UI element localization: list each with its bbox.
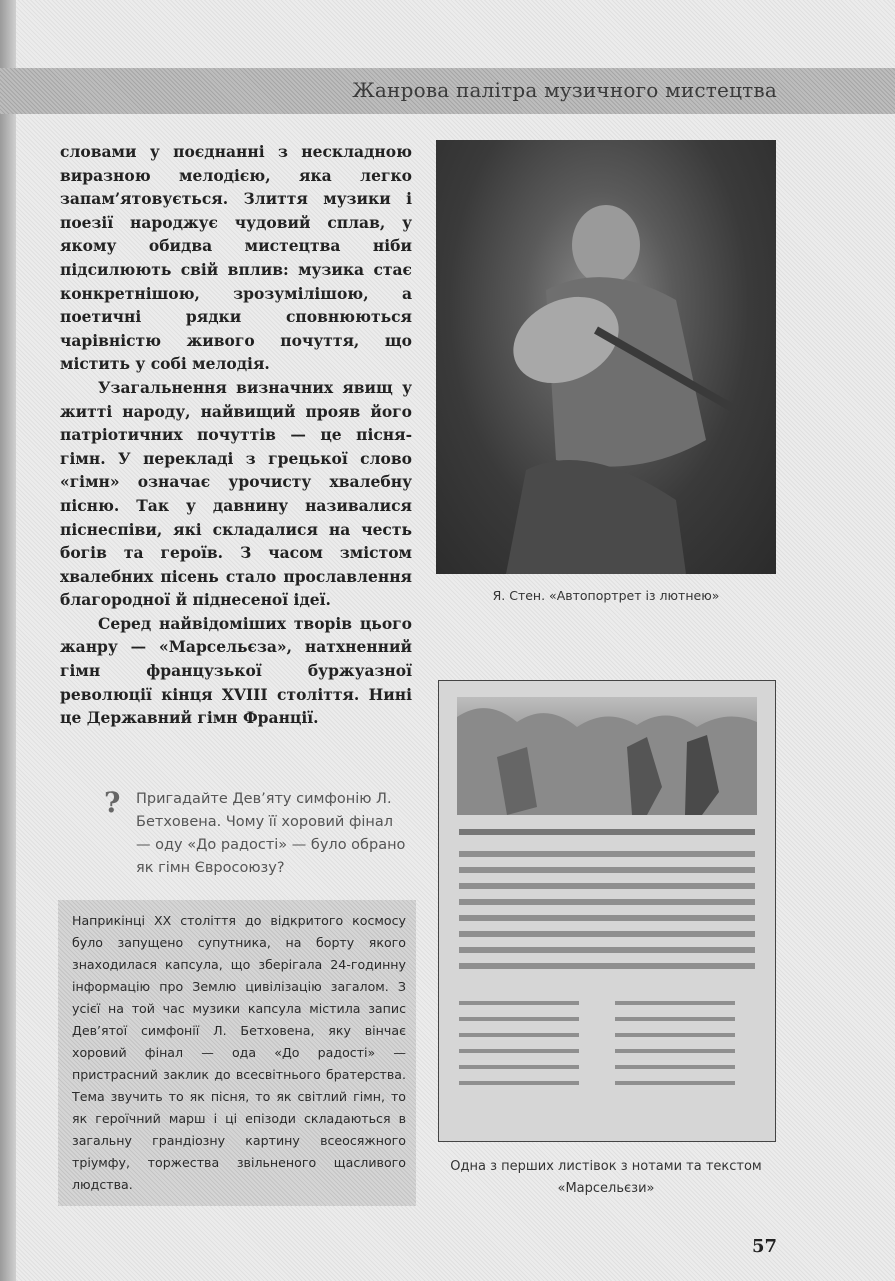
leaflet-caption: Одна з перших листівок з нотами та текстом «Марсельєзи» xyxy=(450,1159,762,1196)
leaflet-verse-line xyxy=(615,1033,735,1037)
leaflet-music-line xyxy=(459,947,755,953)
info-box-text: Наприкінці XX століття до відкритого космосу було запущено супутника, на борту якого знаходилася капсула, що зберігала 24-годинну інформацію про Землю цивілізацію загалом. З усієї на той час музики капсула містила запис Дев’ятої симфонії Л. Бетховена, яку вінчає хоровий фінал — ода «До радості» — пристрасний заклик до всесвітнього братерства. Тема звучить то як пісня, то як світлий гімн, то як героїчний марш і ці епізоди складаються в загальну грандіозну картину всеосяжного тріумфу, торжества звільненого щасливого людства. xyxy=(72,913,406,1192)
page-number: 57 xyxy=(751,1236,777,1257)
leaflet-verse-line xyxy=(459,1081,579,1085)
leaflet-verse-line xyxy=(615,1017,735,1021)
page-spine-shadow xyxy=(0,0,16,1281)
paragraph-1: словами у поєднанні з нескладною виразною мелодією, яка легко запам’ятовується. Злиття музики і поезії народжує чудовий сплав, у якому обидва мистецтва ніби підсилюють свій вплив: музика стає конкретнішою, зрозумілішою, а поетичні рядки сповнюються чарівністю живого почуття, що містить у собі мелодія. xyxy=(60,142,412,374)
leaflet-verse-line xyxy=(459,1017,579,1021)
leaflet-music-line xyxy=(459,851,755,857)
leaflet-verse-line xyxy=(459,1065,579,1069)
main-text xyxy=(60,140,412,730)
portrait-photo xyxy=(436,140,776,574)
leaflet-verse-line xyxy=(615,1081,735,1085)
leaflet-music-line xyxy=(459,867,755,873)
leaflet-music-line xyxy=(459,915,755,921)
section-title: Жанрова палітра музичного мистецтва xyxy=(352,78,777,102)
leaflet-title-line xyxy=(459,829,755,835)
leaflet-verse-line xyxy=(615,1065,735,1069)
leaflet-verse-line xyxy=(459,1033,579,1037)
leaflet-verse-line xyxy=(459,1001,579,1005)
leaflet-verse-line xyxy=(459,1049,579,1053)
leaflet-music-line xyxy=(459,883,755,889)
question-text: Пригадайте Дев’яту симфонію Л. Бетховена. Чому її хоровий фінал — оду «До радості» — було обрано як гімн Євросоюзу? xyxy=(136,791,406,876)
leaflet-illustration xyxy=(457,697,757,815)
question-mark-icon: ? xyxy=(104,786,121,819)
portrait-figure-image xyxy=(436,140,776,574)
portrait-caption: Я. Стен. «Автопортрет із лютнею» xyxy=(492,588,720,603)
paragraph-2: Узагальнення визначних явищ у житті народу, найвищий прояв його патріотичних почуттів — це пісня-гімн. У перекладі з грецької слово «гімн» означає урочисту хвалебну пісню. Так у давнину називалися піснеспіви, які складалися на честь богів та героїв. З часом змістом хвалебних пісень стало прославлення благородної й піднесеної ідеї. xyxy=(60,377,412,610)
info-box xyxy=(58,900,416,1206)
leaflet-soldiers-image xyxy=(457,697,757,815)
leaflet-verse-line xyxy=(615,1049,735,1053)
paragraph-3: Серед найвідоміших творів цього жанру — «Марсельєза», натхненний гімн французької буржуазної революції кінця XVIII століття. Нині це Державний гімн Франції. xyxy=(60,613,412,728)
leaflet-music-line xyxy=(459,963,755,969)
leaflet-music-line xyxy=(459,931,755,937)
leaflet-music-line xyxy=(459,899,755,905)
leaflet-verse-line xyxy=(615,1001,735,1005)
marseillaise-leaflet-image xyxy=(438,680,776,1142)
